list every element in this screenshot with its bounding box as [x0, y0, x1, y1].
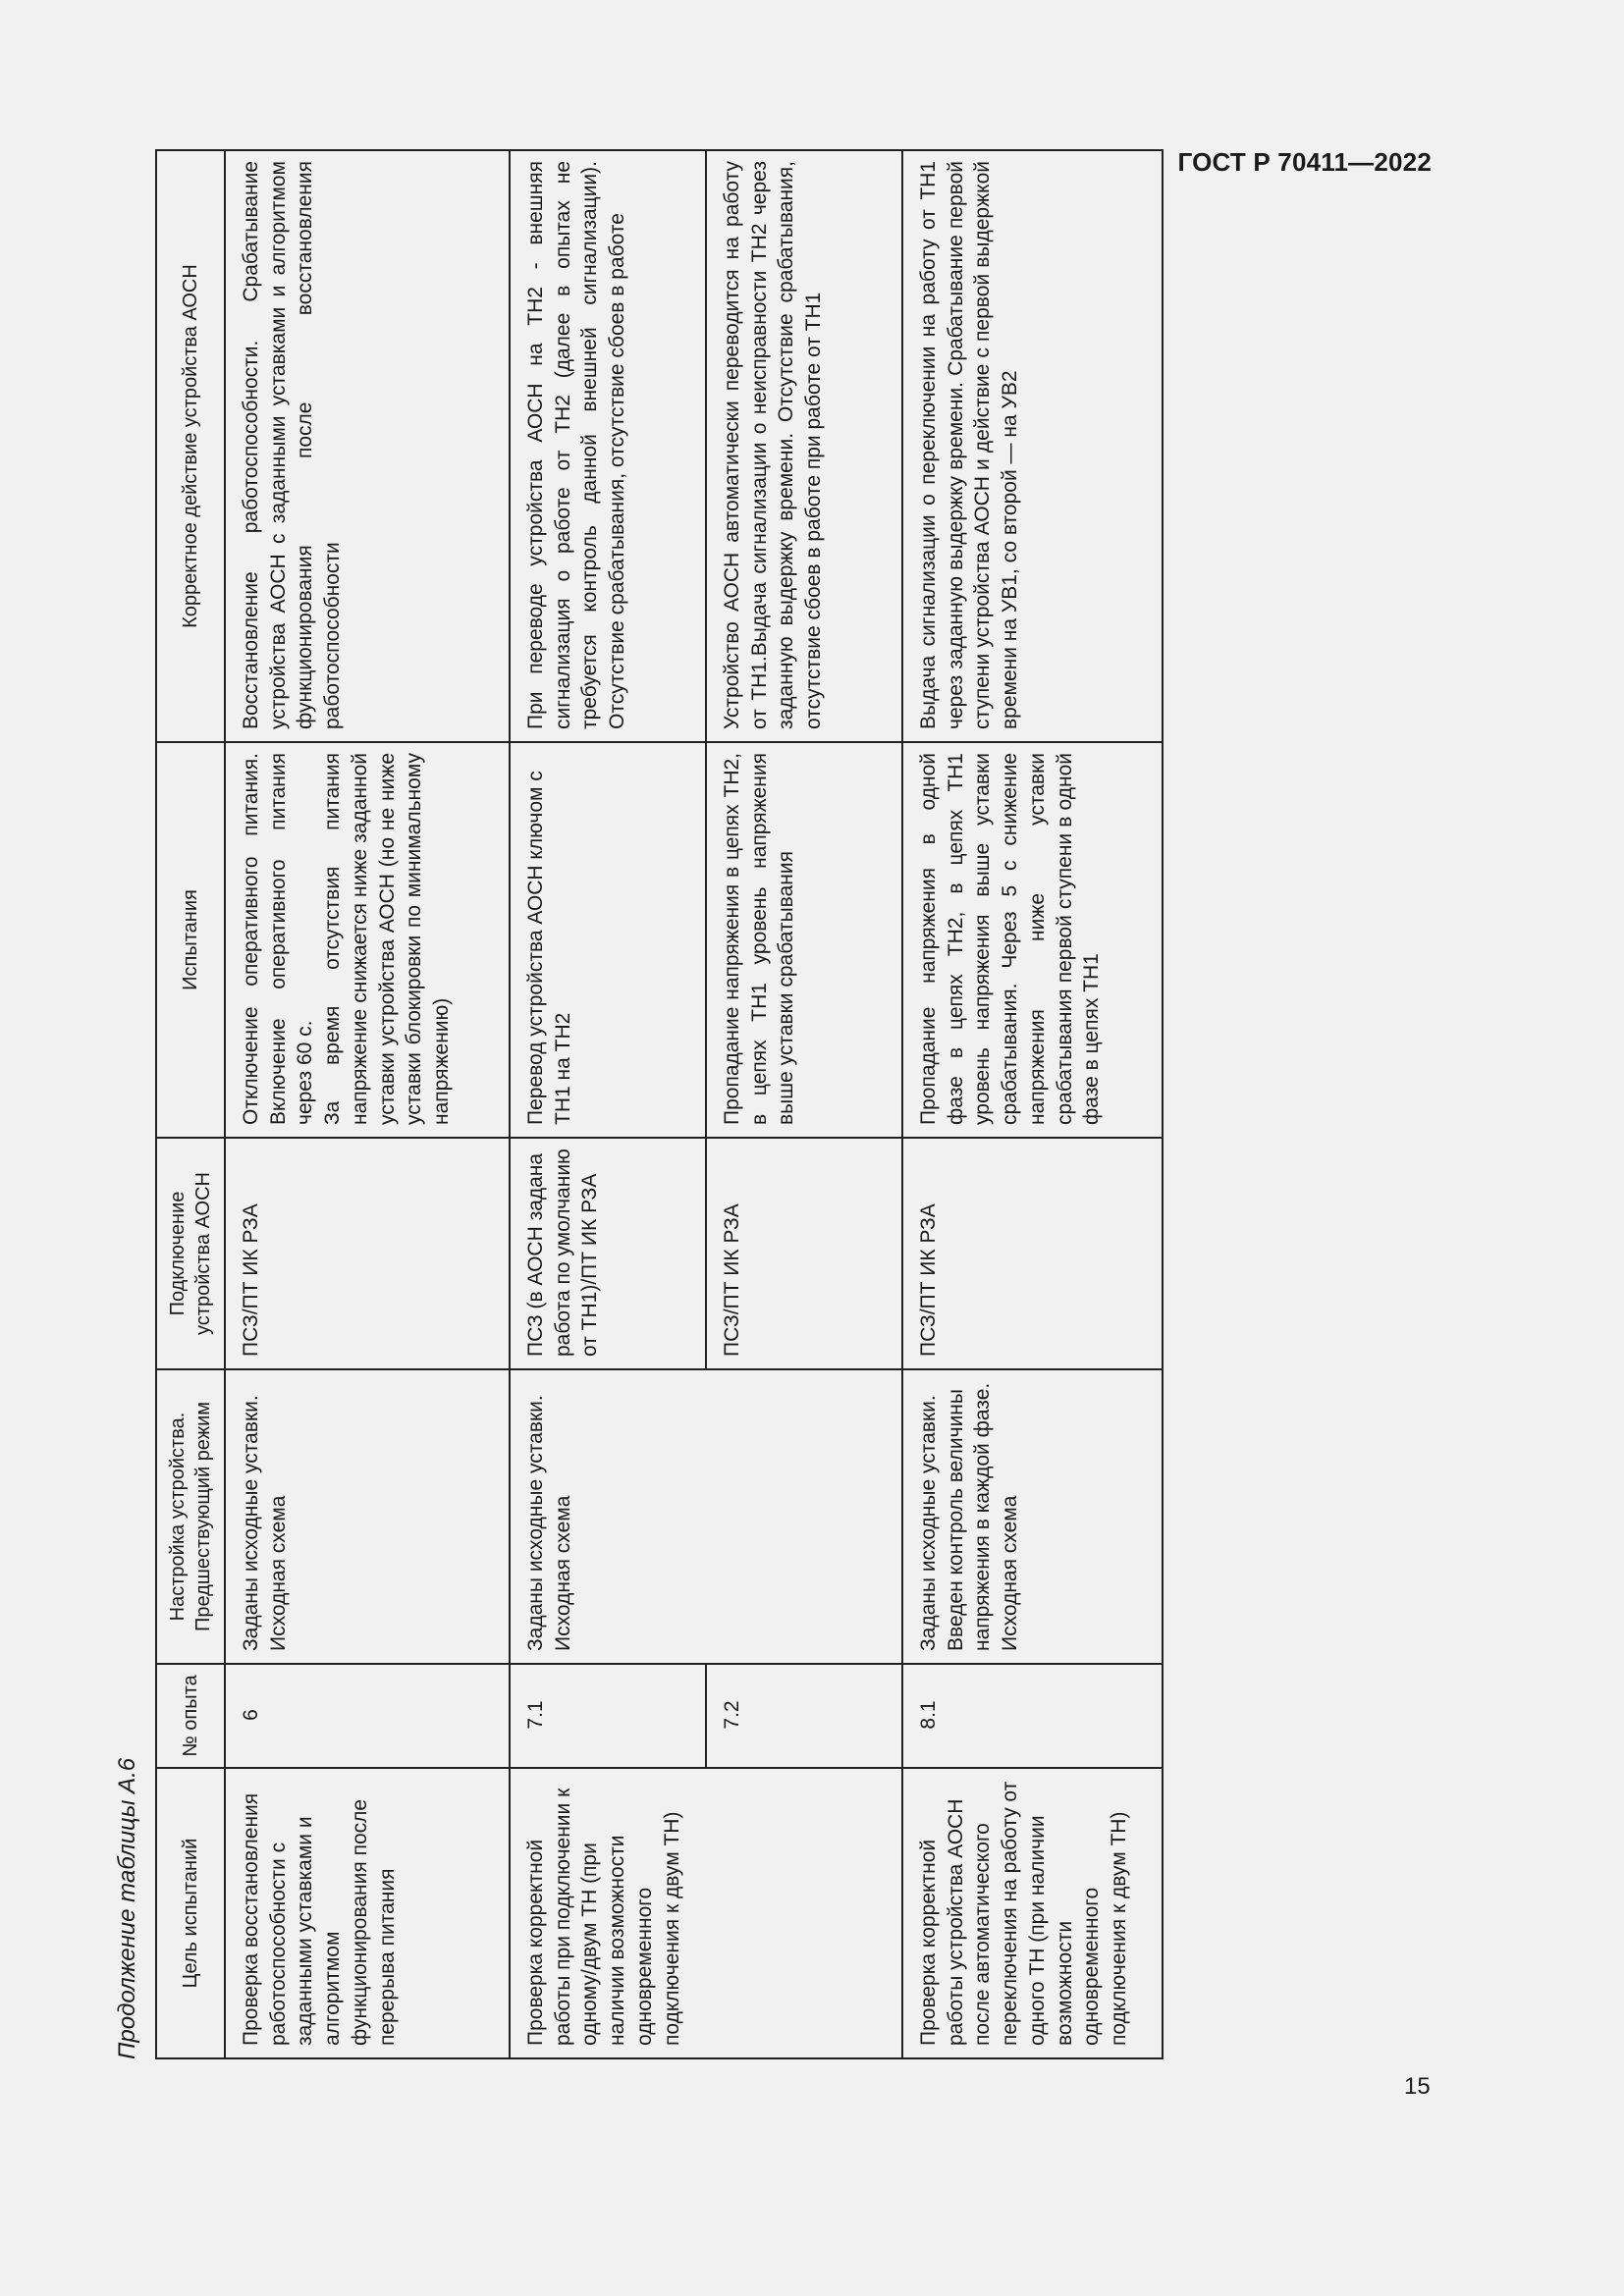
table-row	[510, 150, 706, 2058]
setup-cell: Заданы исходные уставки. Введен контроль величины напряжения в каждой фазе. Исходная схема	[902, 1369, 1163, 1664]
test-cell: Пропадание напряжения в цепях ТН2, в цепях ТН1 уровень напряжения выше уставки срабатывания	[706, 742, 902, 1138]
page-number: 15	[1404, 2073, 1431, 2100]
table-row	[902, 150, 1163, 2058]
setup-cell: Заданы исходные уставки. Исходная схема	[510, 1369, 902, 1664]
column-header: Настройка устройства. Предшествующий режим	[156, 1369, 225, 1664]
rotated-table-frame	[108, 151, 1162, 2059]
column-header: № опыта	[156, 1664, 225, 1768]
action-cell: Устройство АОСН автоматически переводится на работу от ТН1.Выдача сигнализации о неисправности ТН2 через заданную выдержку времени. Отсутствие срабатывания, отсутствие сбоев в работе при работе от ТН1	[706, 150, 902, 742]
action-cell: Восстановление работоспособности. Срабатывание устройства АОСН с заданными уставками и алгоритмом функционирования после восстановления работоспособности	[225, 150, 510, 742]
table-row	[225, 150, 510, 2058]
test-cell: Пропадание напряжения в одной фазе в цепях ТН2, в цепях ТН1 уровень напряжения выше уставки срабатывания. Через 5 с снижение напряжения ниже уставки срабатывания первой ступени в одной фазе в цепях ТН1	[902, 742, 1163, 1138]
test-table	[155, 149, 1164, 2059]
table-caption: Продолжение таблицы А.6	[114, 1757, 140, 2059]
column-header: Подключение устройства АОСН	[156, 1138, 225, 1369]
action-cell: Выдача сигнализации о переключении на работу от ТН1 через заданную выдержку времени. Срабатывание первой ступени устройства АОСН и действие с первой выдержкой времени на УВ1, со второй — на УВ2	[902, 150, 1163, 742]
test-text: За время отсутствия питания напряжение снижается ниже заданной уставки устройства АОСН (но не ниже уставки блокировки по минимальному напряжению)	[321, 753, 454, 1125]
connection-cell: ПСЗ/ПТ ИК РЗА	[225, 1138, 510, 1369]
goal-cell: Проверка корректной работы при подключении к одному/двум ТН (при наличии возможности одновременного подключения к двум ТН)	[510, 1768, 902, 2058]
setup-cell: Заданы исходные уставки. Исходная схема	[225, 1369, 510, 1664]
test-cell: Перевод устройства АОСН ключом с ТН1 на ТН2	[510, 742, 706, 1138]
column-header: Цель испытаний	[156, 1768, 225, 2058]
connection-cell: ПСЗ/ПТ ИК РЗА	[902, 1138, 1163, 1369]
test-number-cell: 7.2	[706, 1664, 902, 1768]
test-number-cell: 7.1	[510, 1664, 706, 1768]
connection-cell: ПСЗ/ПТ ИК РЗА	[706, 1138, 902, 1369]
goal-cell: Проверка корректной работы устройства АОСН после автоматического переключения на работу от одного ТН (при наличии возможности одновременного подключения к двум ТН)	[902, 1768, 1163, 2058]
column-header: Корректное действие устройства АОСН	[156, 150, 225, 742]
test-number-cell: 6	[225, 1664, 510, 1768]
standard-designation: ГОСТ Р 70411—2022	[1177, 147, 1432, 177]
connection-cell: ПСЗ (в АОСН задана работа по умолчанию от ТН1)/ПТ ИК РЗА	[510, 1138, 706, 1369]
action-cell: При переводе устройства АОСН на ТН2 - внешняя сигнализация о работе от ТН2 (далее в опытах не требуется контроль данной внешней сигнализации). Отсутствие срабатывания, отсутствие сбоев в работе	[510, 150, 706, 742]
column-header: Испытания	[156, 742, 225, 1138]
test-cell	[225, 742, 510, 1138]
test-number-cell: 8.1	[902, 1664, 1163, 1768]
goal-cell: Проверка восстановления работоспособности с заданными уставками и алгоритмом функционирования после перерыва питания	[225, 1768, 510, 2058]
test-text: Отключение оперативного питания. Включение оперативного питания через 60 с.	[240, 753, 317, 1125]
table-header-row	[156, 150, 225, 2058]
